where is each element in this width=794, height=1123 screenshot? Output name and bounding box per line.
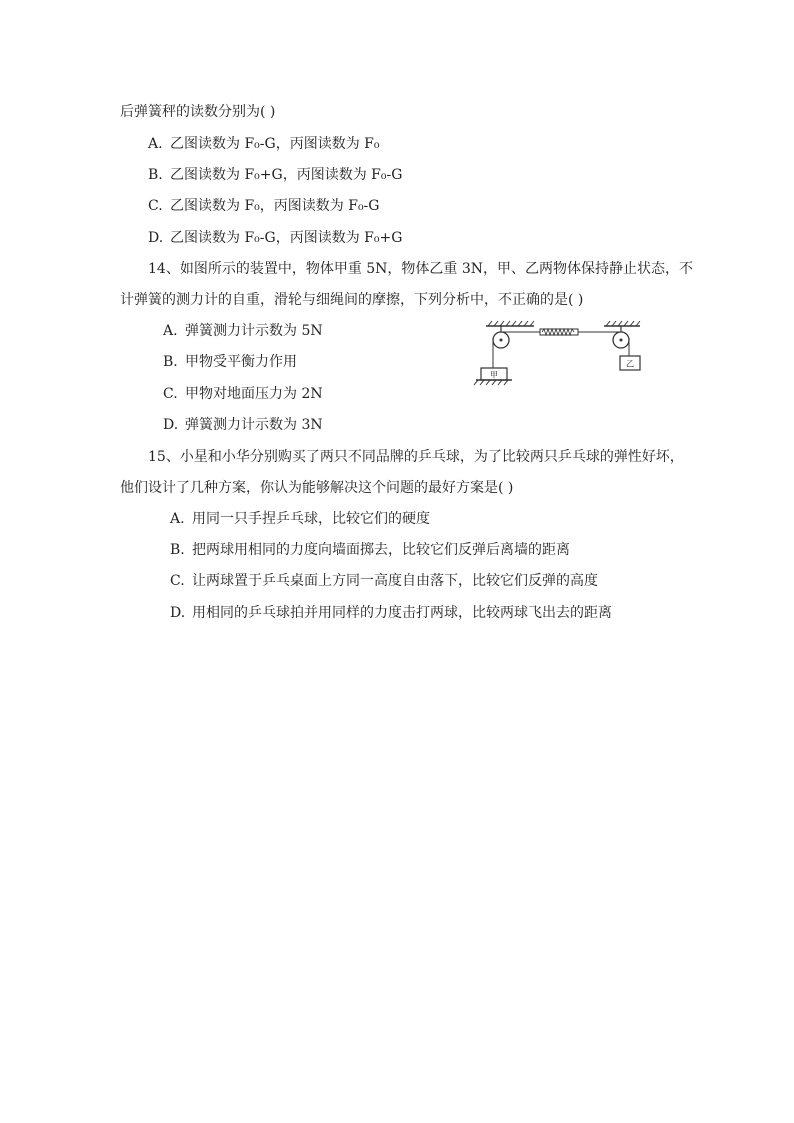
option-text: 乙图读数为 F₀-G，丙图读数为 F₀	[170, 136, 380, 152]
option-label: D.	[148, 230, 164, 246]
option-text: 用相同的乒乓球拍并用同样的力度击打两球，比较两球飞出去的距离	[192, 605, 612, 621]
option-text: 乙图读数为 F₀，丙图读数为 F₀-G	[170, 198, 380, 214]
option-label: B.	[148, 167, 163, 183]
q14-option-b	[163, 352, 297, 372]
block-yi-label: 乙	[626, 359, 634, 369]
q14-option-d	[163, 415, 323, 435]
q15-stem-line1: 15、小星和小华分别购买了两只不同品牌的乒乓球，为了比较两只乒乓球的弹性好坏，	[148, 449, 684, 465]
ground	[474, 380, 512, 385]
ceiling-right	[604, 321, 640, 326]
option-text: 甲物受平衡力作用	[185, 354, 297, 370]
option-label: D.	[163, 417, 179, 433]
q14-stem-line1: 14、如图所示的装置中，物体甲重 5N，物体乙重 3N，甲、乙两物体保持静止状态，不	[148, 261, 694, 277]
block-jia-label: 甲	[490, 370, 498, 380]
option-label: C.	[163, 386, 178, 402]
q13-option-c	[148, 196, 379, 216]
q13-option-d	[148, 228, 402, 248]
q15-option-a	[170, 509, 430, 529]
option-label: D.	[170, 605, 186, 621]
option-text: 弹簧测力计示数为 3N	[185, 417, 323, 433]
q15-option-b	[170, 540, 570, 560]
q13-option-a	[148, 134, 379, 154]
pulley-spring-diagram	[472, 318, 648, 388]
option-label: C.	[148, 198, 163, 214]
q14-option-a	[163, 321, 323, 341]
option-text: 把两球用相同的力度向墙面掷去，比较它们反弹后离墙的距离	[192, 542, 570, 558]
option-text: 弹簧测力计示数为 5N	[185, 323, 323, 339]
q14-stem-line2: 计弹簧的测力计的自重，滑轮与细绳间的摩擦，下列分析中，不正确的是( )	[120, 292, 584, 308]
q13-stem-tail: 后弹簧秤的读数分别为( )	[120, 104, 276, 120]
option-label: C.	[170, 573, 185, 589]
option-text: 用同一只手捏乒乓球，比较它们的硬度	[192, 511, 430, 527]
q13-option-b	[148, 165, 402, 185]
q14-option-c	[163, 384, 323, 404]
option-text: 甲物对地面压力为 2N	[185, 386, 323, 402]
ceiling-left	[486, 321, 534, 326]
option-text: 乙图读数为 F₀+G，丙图读数为 F₀-G	[170, 167, 403, 183]
option-label: B.	[163, 354, 178, 370]
q15-option-c	[170, 571, 598, 591]
option-text: 乙图读数为 F₀-G，丙图读数为 F₀+G	[170, 230, 403, 246]
option-label: A.	[163, 323, 178, 339]
option-label: A.	[148, 136, 163, 152]
q15-stem-line2: 他们设计了几种方案，你认为能够解决这个问题的最好方案是( )	[120, 480, 514, 496]
option-text: 让两球置于乒乓桌面上方同一高度自由落下，比较它们反弹的高度	[192, 573, 598, 589]
option-label: A.	[170, 511, 185, 527]
option-label: B.	[170, 542, 185, 558]
q15-option-d	[170, 603, 612, 623]
